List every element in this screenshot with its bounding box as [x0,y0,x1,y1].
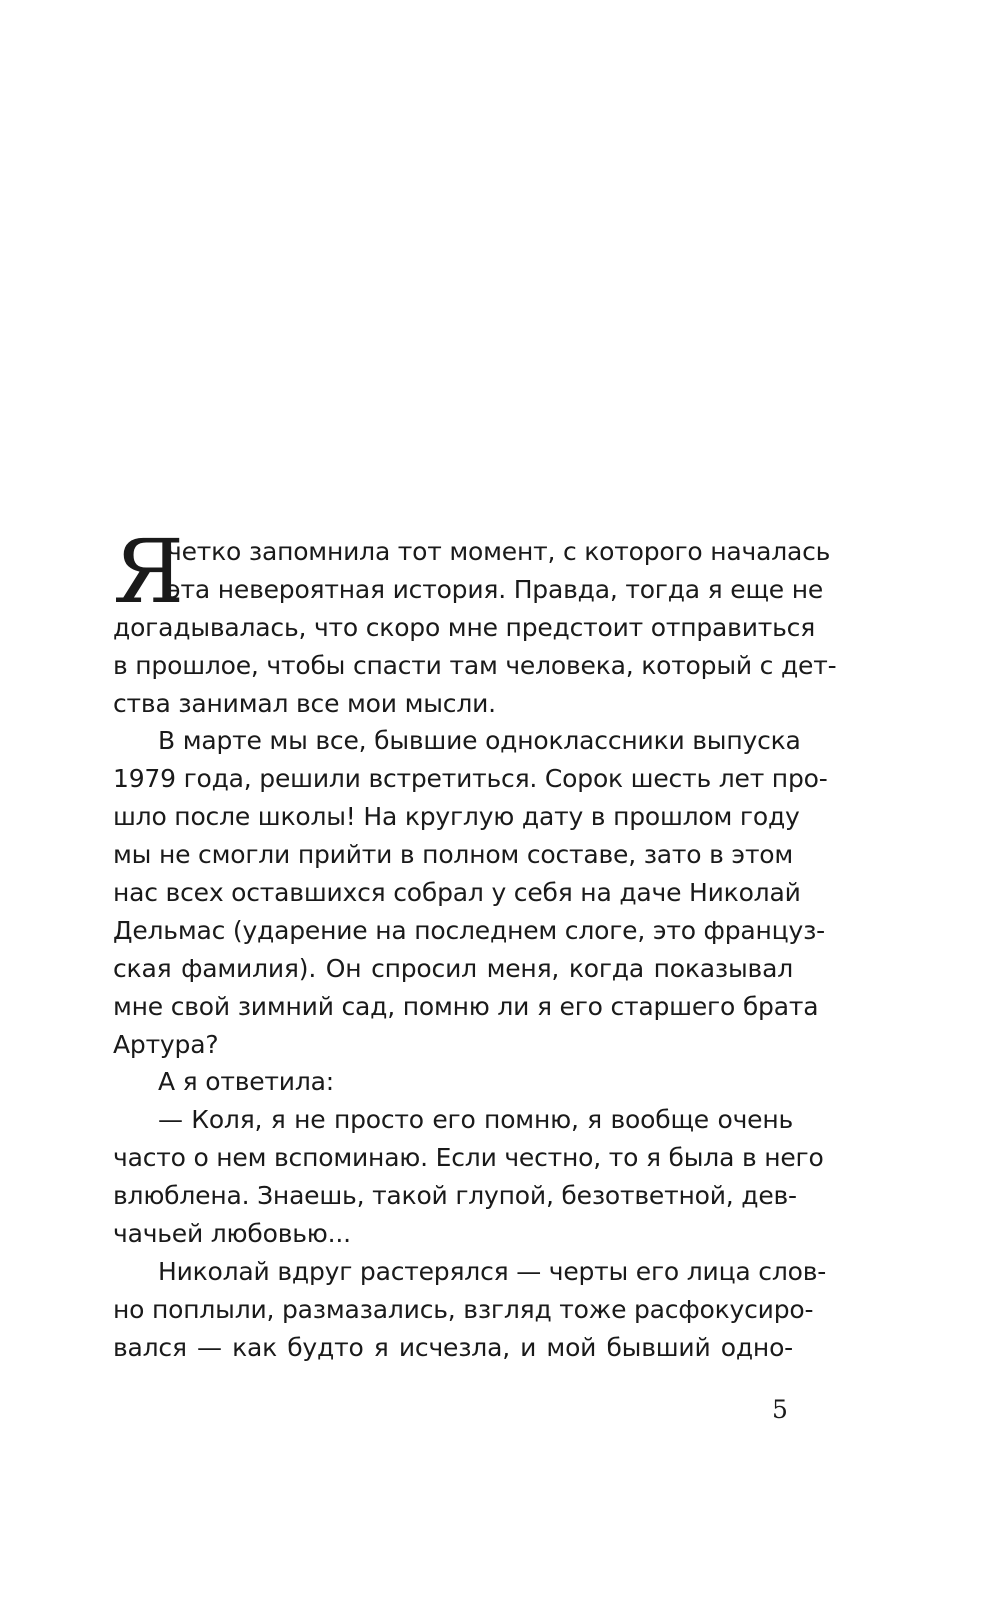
text-line: ства занимал все мои мысли. [113,688,496,718]
text-line: шло после школы! На круглую дату в прошлом году [113,802,800,832]
text-line: ская фамилия). Он спросил меня, когда показывал [113,953,793,983]
text-line: но поплыли, размазались, взгляд тоже расфокусиро- [113,1294,814,1324]
text-line: влюблена. Знаешь, такой глупой, безответной, дев- [113,1181,797,1211]
text-line: В марте мы все, бывшие одноклассники выпуска [158,726,801,756]
page-number: 5 [772,1395,788,1424]
text-line: эта невероятная история. Правда, тогда я еще не [167,574,824,604]
text-line: 1979 года, решили встретиться. Сорок шесть лет про- [113,764,828,794]
text-line: А я ответила: [158,1067,334,1097]
body-text [113,520,837,1367]
text-line: нас всех оставшихся собрал у себя на даче Николай [113,878,801,908]
drop-cap: Я [113,520,185,623]
text-line: четко запомнила тот момент, с которого началась [167,537,831,566]
text-line: часто о нем вспоминаю. Если честно, то я была в него [113,1143,824,1173]
text-line: Николай вдруг растерялся — черты его лица слов- [158,1256,827,1286]
text-line: — Коля, я не просто его помню, я вообще очень [158,1105,793,1135]
text-line: Дельмас (ударение на последнем слоге, это француз- [113,915,825,945]
text-line: мы не смогли прийти в полном составе, зато в этом [113,840,794,870]
text-line: чачьей любовью... [113,1219,351,1249]
text-line: мне свой зимний сад, помню ли я его старшего брата [113,991,819,1021]
text-line: вался — как будто я исчезла, и мой бывший одно- [113,1332,793,1362]
text-line: догадывалась, что скоро мне предстоит отправиться [113,612,816,642]
text-line: в прошлое, чтобы спасти там человека, который с дет- [113,650,837,680]
text-line: Артура? [113,1029,219,1059]
